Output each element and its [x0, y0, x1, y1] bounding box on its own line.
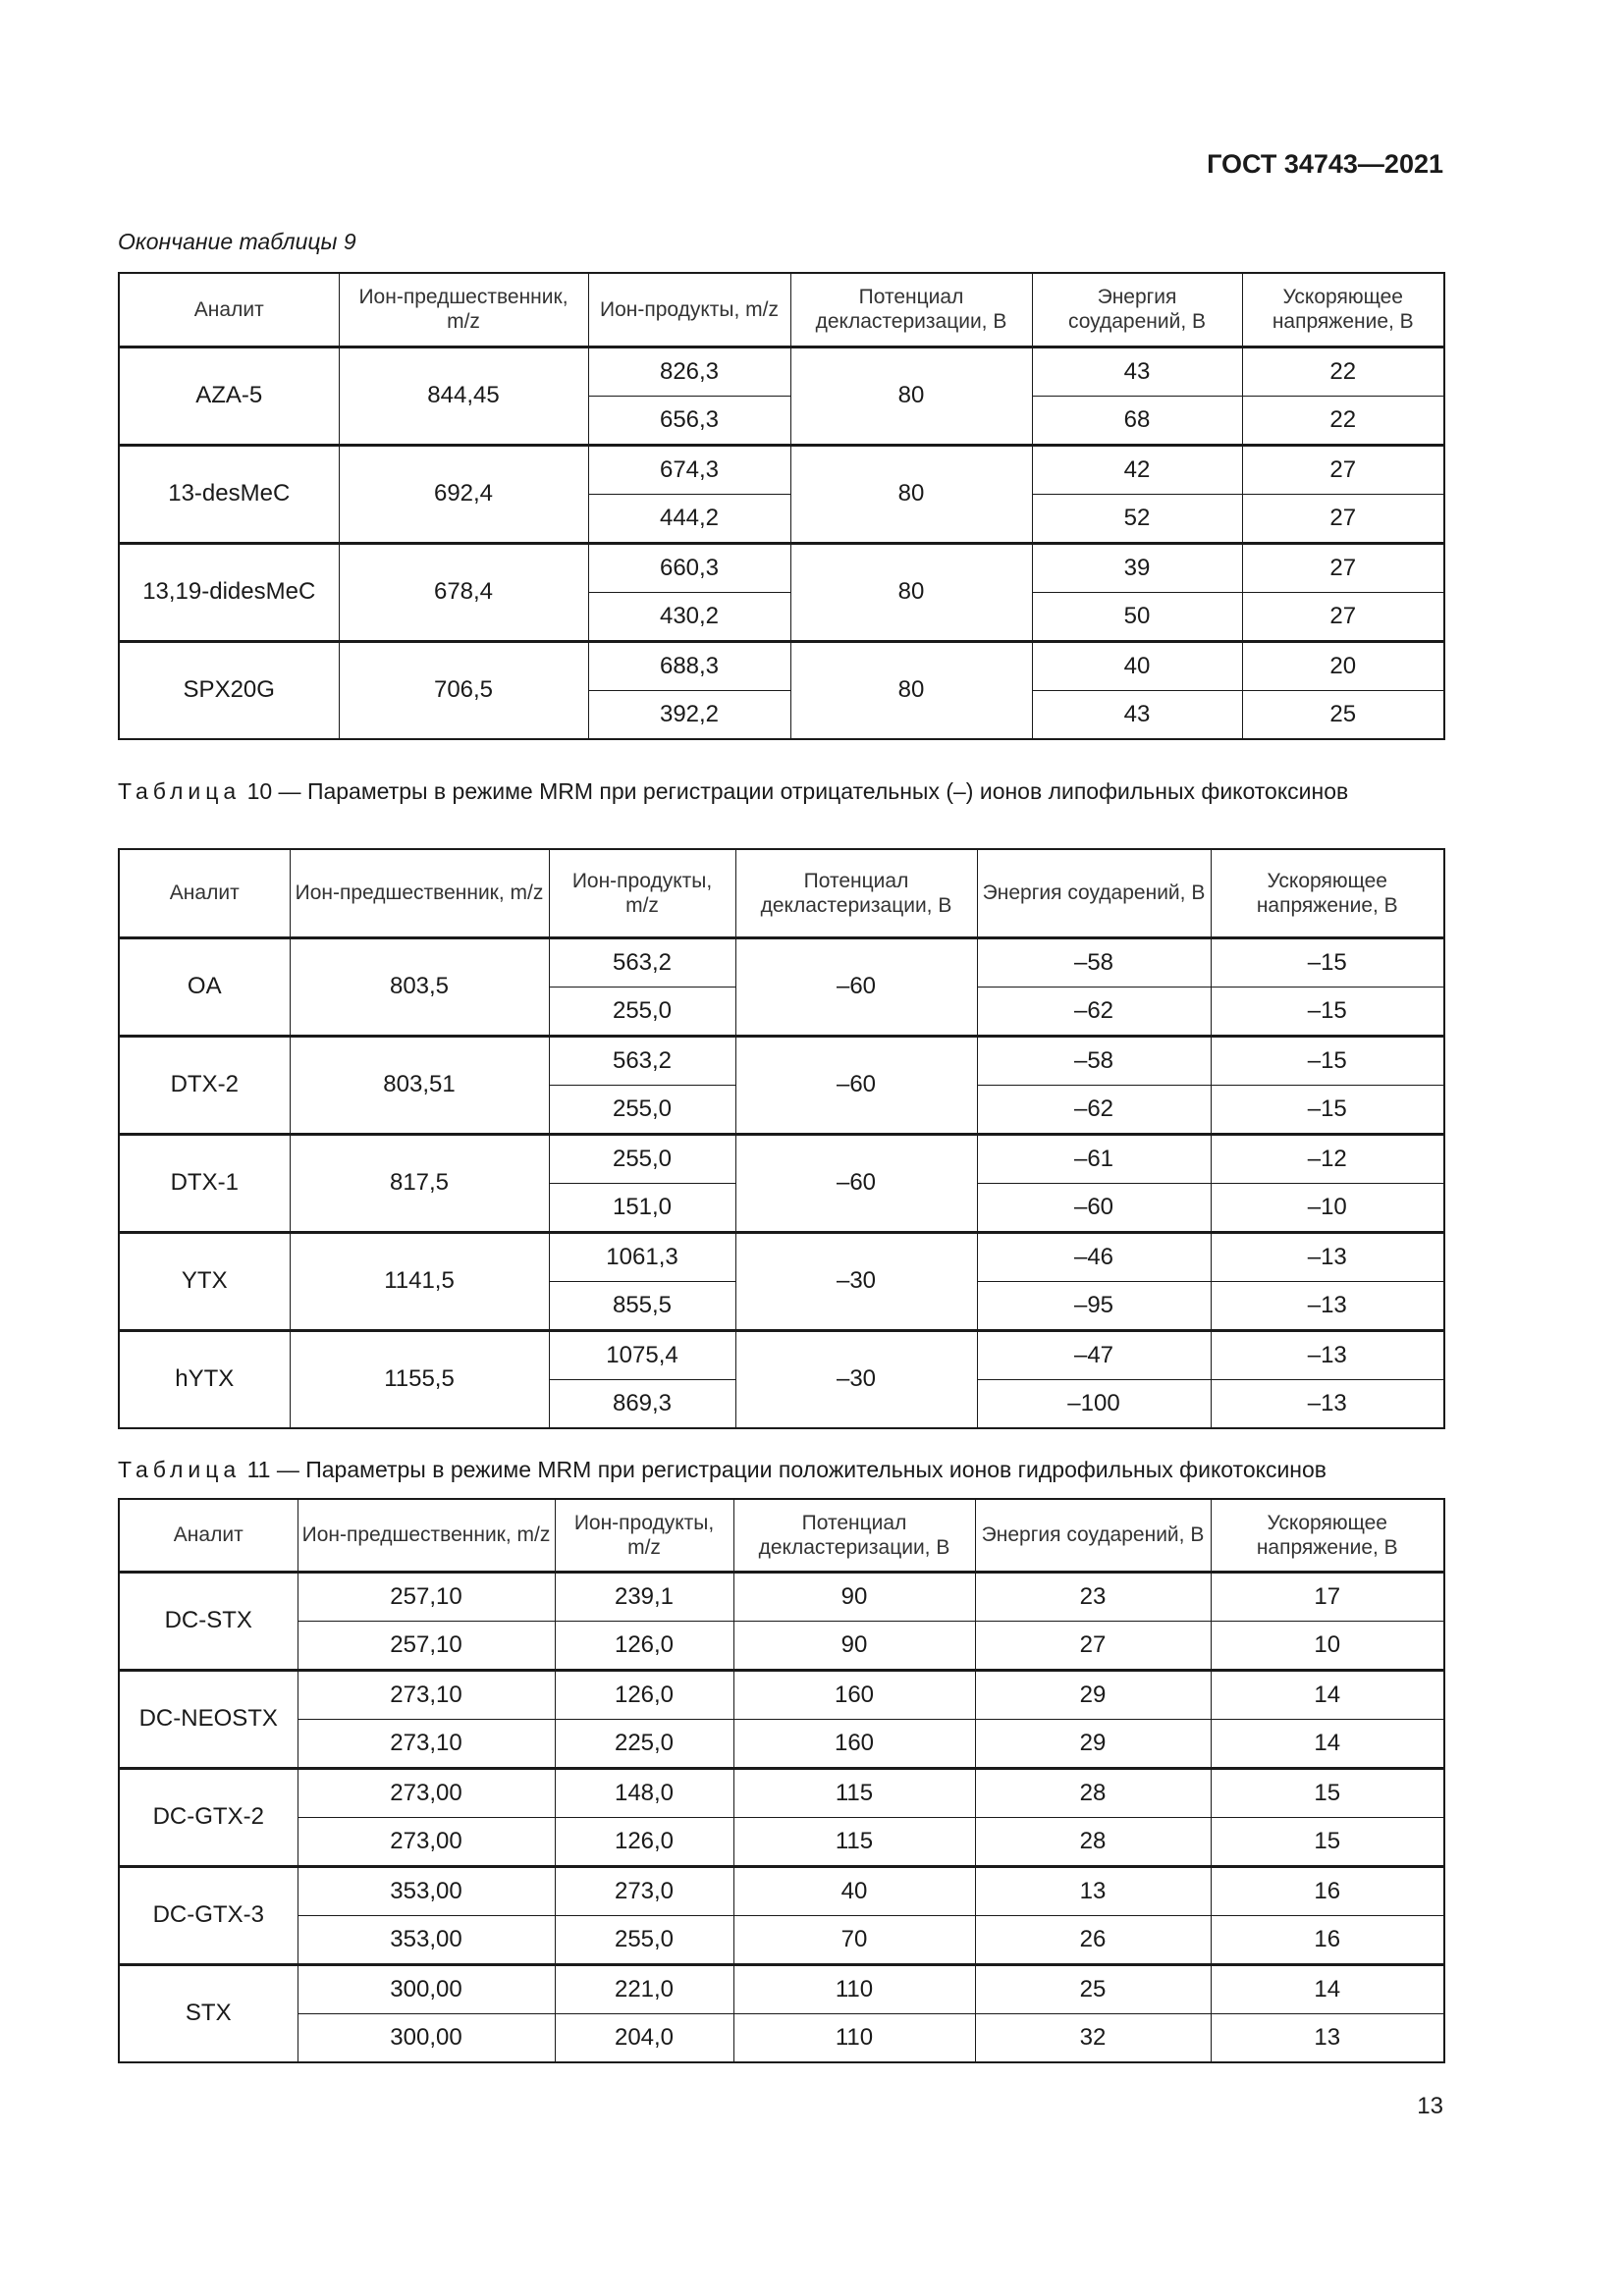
table-11: [118, 1498, 1445, 2063]
col-header-analyte: Аналит: [119, 1499, 298, 1572]
col-header-voltage: Ускоряющее напряжение, В: [1211, 1499, 1444, 1572]
product-cell: 430,2: [588, 592, 790, 641]
table-row: [119, 1719, 1444, 1768]
analyte-group: [119, 1768, 1444, 1866]
potential-cell: 80: [790, 543, 1032, 641]
product-cell: 392,2: [588, 690, 790, 739]
energy-cell: 28: [975, 1768, 1211, 1817]
table-10: [118, 848, 1445, 1429]
analyte-cell: DTX-2: [119, 1036, 290, 1134]
product-cell: 444,2: [588, 494, 790, 543]
table-title: 10 — Параметры в режиме MRM при регистрации отрицательных (–) ионов липофильных фикотоксинов: [246, 778, 1349, 804]
potential-cell: 115: [733, 1817, 975, 1866]
table-row: [119, 1134, 1444, 1183]
potential-cell: 90: [733, 1572, 975, 1621]
potential-cell: 110: [733, 1964, 975, 2013]
voltage-cell: –15: [1211, 1036, 1444, 1085]
table-row: [119, 1964, 1444, 2013]
analyte-group: [119, 1134, 1444, 1232]
energy-cell: –58: [977, 937, 1211, 987]
product-cell: 126,0: [555, 1817, 733, 1866]
potential-cell: 40: [733, 1866, 975, 1915]
precursor-cell: 300,00: [298, 2013, 555, 2062]
energy-cell: –100: [977, 1379, 1211, 1428]
analyte-cell: DC-NEOSTX: [119, 1670, 298, 1768]
potential-cell: –30: [735, 1232, 977, 1330]
voltage-cell: –13: [1211, 1232, 1444, 1281]
product-cell: 151,0: [549, 1183, 735, 1232]
energy-cell: –60: [977, 1183, 1211, 1232]
voltage-cell: –12: [1211, 1134, 1444, 1183]
product-cell: 826,3: [588, 347, 790, 396]
voltage-cell: 10: [1211, 1621, 1444, 1670]
voltage-cell: –13: [1211, 1330, 1444, 1379]
energy-cell: 29: [975, 1670, 1211, 1719]
product-cell: 225,0: [555, 1719, 733, 1768]
col-header-voltage: Ускоряющее напряжение, В: [1211, 849, 1444, 937]
precursor-cell: 300,00: [298, 1964, 555, 2013]
potential-cell: 80: [790, 347, 1032, 445]
product-cell: 1061,3: [549, 1232, 735, 1281]
energy-cell: 43: [1032, 690, 1242, 739]
precursor-cell: 353,00: [298, 1866, 555, 1915]
product-cell: 255,0: [549, 1085, 735, 1134]
analyte-group: [119, 1232, 1444, 1330]
voltage-cell: –10: [1211, 1183, 1444, 1232]
voltage-cell: –15: [1211, 1085, 1444, 1134]
precursor-cell: 257,10: [298, 1572, 555, 1621]
table-row: [119, 1817, 1444, 1866]
potential-cell: 70: [733, 1915, 975, 1964]
voltage-cell: 17: [1211, 1572, 1444, 1621]
table-row: [119, 1768, 1444, 1817]
voltage-cell: 16: [1211, 1866, 1444, 1915]
analyte-cell: 13-desMeC: [119, 445, 339, 543]
table-row: [119, 1670, 1444, 1719]
col-header-potential: Потенциал декластеризации, В: [790, 273, 1032, 347]
table-row: [119, 937, 1444, 987]
col-header-precursor: Ион-предшественник, m/z: [290, 849, 549, 937]
energy-cell: –46: [977, 1232, 1211, 1281]
col-header-potential: Потенциал декластеризации, В: [733, 1499, 975, 1572]
energy-cell: –47: [977, 1330, 1211, 1379]
voltage-cell: 27: [1242, 592, 1444, 641]
potential-cell: –30: [735, 1330, 977, 1428]
analyte-group: [119, 1036, 1444, 1134]
voltage-cell: 22: [1242, 347, 1444, 396]
table-row: [119, 347, 1444, 396]
energy-cell: –58: [977, 1036, 1211, 1085]
potential-cell: 90: [733, 1621, 975, 1670]
voltage-cell: 14: [1211, 1719, 1444, 1768]
analyte-group: [119, 641, 1444, 739]
table-label: Таблица: [118, 1457, 242, 1482]
col-header-potential: Потенциал декластеризации, В: [735, 849, 977, 937]
table-title: 11 — Параметры в режиме MRM при регистрации положительных ионов гидрофильных фикотоксинов: [246, 1457, 1327, 1482]
analyte-group: [119, 347, 1444, 445]
potential-cell: 160: [733, 1719, 975, 1768]
analyte-cell: YTX: [119, 1232, 290, 1330]
potential-cell: 110: [733, 2013, 975, 2062]
product-cell: 855,5: [549, 1281, 735, 1330]
analyte-group: [119, 543, 1444, 641]
energy-cell: 27: [975, 1621, 1211, 1670]
col-header-energy: Энергия соударений, В: [977, 849, 1211, 937]
table10-caption: [118, 776, 1443, 807]
product-cell: 221,0: [555, 1964, 733, 2013]
voltage-cell: 16: [1211, 1915, 1444, 1964]
product-cell: 126,0: [555, 1670, 733, 1719]
product-cell: 660,3: [588, 543, 790, 592]
precursor-cell: 706,5: [339, 641, 588, 739]
product-cell: 688,3: [588, 641, 790, 690]
analyte-group: [119, 1330, 1444, 1428]
precursor-cell: 678,4: [339, 543, 588, 641]
energy-cell: 29: [975, 1719, 1211, 1768]
analyte-cell: STX: [119, 1964, 298, 2062]
document-id: ГОСТ 34743—2021: [1207, 149, 1443, 179]
potential-cell: 115: [733, 1768, 975, 1817]
energy-cell: 50: [1032, 592, 1242, 641]
analyte-cell: DC-GTX-2: [119, 1768, 298, 1866]
energy-cell: 23: [975, 1572, 1211, 1621]
energy-cell: 40: [1032, 641, 1242, 690]
analyte-group: [119, 1572, 1444, 1670]
voltage-cell: 25: [1242, 690, 1444, 739]
voltage-cell: 14: [1211, 1670, 1444, 1719]
table9-caption: Окончание таблицы 9: [118, 229, 356, 254]
voltage-cell: 27: [1242, 543, 1444, 592]
product-cell: 239,1: [555, 1572, 733, 1621]
energy-cell: 68: [1032, 396, 1242, 445]
product-cell: 148,0: [555, 1768, 733, 1817]
col-header-energy: Энергия соударений, В: [975, 1499, 1211, 1572]
analyte-group: [119, 1866, 1444, 1964]
precursor-cell: 692,4: [339, 445, 588, 543]
table-row: [119, 1232, 1444, 1281]
analyte-group: [119, 445, 1444, 543]
analyte-cell: OA: [119, 937, 290, 1036]
table-9: [118, 272, 1445, 740]
table-header-row: [119, 273, 1444, 347]
precursor-cell: 1141,5: [290, 1232, 549, 1330]
table-header-row: [119, 849, 1444, 937]
col-header-energy: Энергия соударений, В: [1032, 273, 1242, 347]
product-cell: 204,0: [555, 2013, 733, 2062]
voltage-cell: 15: [1211, 1817, 1444, 1866]
product-cell: 255,0: [549, 1134, 735, 1183]
energy-cell: –61: [977, 1134, 1211, 1183]
voltage-cell: 27: [1242, 494, 1444, 543]
product-cell: 273,0: [555, 1866, 733, 1915]
energy-cell: 43: [1032, 347, 1242, 396]
analyte-cell: AZA-5: [119, 347, 339, 445]
precursor-cell: 273,00: [298, 1768, 555, 1817]
analyte-cell: hYTX: [119, 1330, 290, 1428]
energy-cell: 52: [1032, 494, 1242, 543]
analyte-cell: DC-STX: [119, 1572, 298, 1670]
energy-cell: 32: [975, 2013, 1211, 2062]
energy-cell: –62: [977, 987, 1211, 1036]
precursor-cell: 844,45: [339, 347, 588, 445]
product-cell: 674,3: [588, 445, 790, 494]
table-header-row: [119, 1499, 1444, 1572]
col-header-voltage: Ускоряющее напряжение, В: [1242, 273, 1444, 347]
product-cell: 563,2: [549, 1036, 735, 1085]
precursor-cell: 803,5: [290, 937, 549, 1036]
table-row: [119, 445, 1444, 494]
energy-cell: 25: [975, 1964, 1211, 2013]
voltage-cell: –15: [1211, 987, 1444, 1036]
potential-cell: 80: [790, 641, 1032, 739]
energy-cell: –62: [977, 1085, 1211, 1134]
voltage-cell: –13: [1211, 1281, 1444, 1330]
potential-cell: –60: [735, 1134, 977, 1232]
precursor-cell: 353,00: [298, 1915, 555, 1964]
energy-cell: 13: [975, 1866, 1211, 1915]
voltage-cell: 22: [1242, 396, 1444, 445]
page-number: 13: [1417, 2093, 1443, 2119]
voltage-cell: 15: [1211, 1768, 1444, 1817]
table-row: [119, 1572, 1444, 1621]
col-header-products: Ион-продукты, m/z: [588, 273, 790, 347]
precursor-cell: 803,51: [290, 1036, 549, 1134]
voltage-cell: –13: [1211, 1379, 1444, 1428]
potential-cell: 160: [733, 1670, 975, 1719]
energy-cell: –95: [977, 1281, 1211, 1330]
precursor-cell: 257,10: [298, 1621, 555, 1670]
voltage-cell: 13: [1211, 2013, 1444, 2062]
voltage-cell: –15: [1211, 937, 1444, 987]
potential-cell: –60: [735, 1036, 977, 1134]
table-row: [119, 1621, 1444, 1670]
analyte-cell: DTX-1: [119, 1134, 290, 1232]
energy-cell: 26: [975, 1915, 1211, 1964]
table-row: [119, 543, 1444, 592]
analyte-cell: DC-GTX-3: [119, 1866, 298, 1964]
col-header-precursor: Ион-предшественник, m/z: [298, 1499, 555, 1572]
analyte-cell: SPX20G: [119, 641, 339, 739]
product-cell: 255,0: [555, 1915, 733, 1964]
table-row: [119, 1915, 1444, 1964]
potential-cell: –60: [735, 937, 977, 1036]
table-row: [119, 2013, 1444, 2062]
voltage-cell: 14: [1211, 1964, 1444, 2013]
voltage-cell: 27: [1242, 445, 1444, 494]
table11-caption: [118, 1455, 1443, 1485]
precursor-cell: 273,00: [298, 1817, 555, 1866]
energy-cell: 39: [1032, 543, 1242, 592]
voltage-cell: 20: [1242, 641, 1444, 690]
col-header-precursor: Ион-предшественник, m/z: [339, 273, 588, 347]
product-cell: 126,0: [555, 1621, 733, 1670]
table-label: Таблица: [118, 778, 242, 804]
col-header-analyte: Аналит: [119, 849, 290, 937]
energy-cell: 42: [1032, 445, 1242, 494]
analyte-group: [119, 1670, 1444, 1768]
table-row: [119, 1036, 1444, 1085]
potential-cell: 80: [790, 445, 1032, 543]
product-cell: 656,3: [588, 396, 790, 445]
col-header-products: Ион-продукты, m/z: [549, 849, 735, 937]
table-row: [119, 1866, 1444, 1915]
precursor-cell: 273,10: [298, 1719, 555, 1768]
product-cell: 869,3: [549, 1379, 735, 1428]
col-header-products: Ион-продукты, m/z: [555, 1499, 733, 1572]
precursor-cell: 273,10: [298, 1670, 555, 1719]
product-cell: 255,0: [549, 987, 735, 1036]
table-row: [119, 641, 1444, 690]
analyte-cell: 13,19-didesMeC: [119, 543, 339, 641]
precursor-cell: 817,5: [290, 1134, 549, 1232]
product-cell: 563,2: [549, 937, 735, 987]
analyte-group: [119, 937, 1444, 1036]
precursor-cell: 1155,5: [290, 1330, 549, 1428]
col-header-analyte: Аналит: [119, 273, 339, 347]
product-cell: 1075,4: [549, 1330, 735, 1379]
analyte-group: [119, 1964, 1444, 2062]
energy-cell: 28: [975, 1817, 1211, 1866]
table-row: [119, 1330, 1444, 1379]
